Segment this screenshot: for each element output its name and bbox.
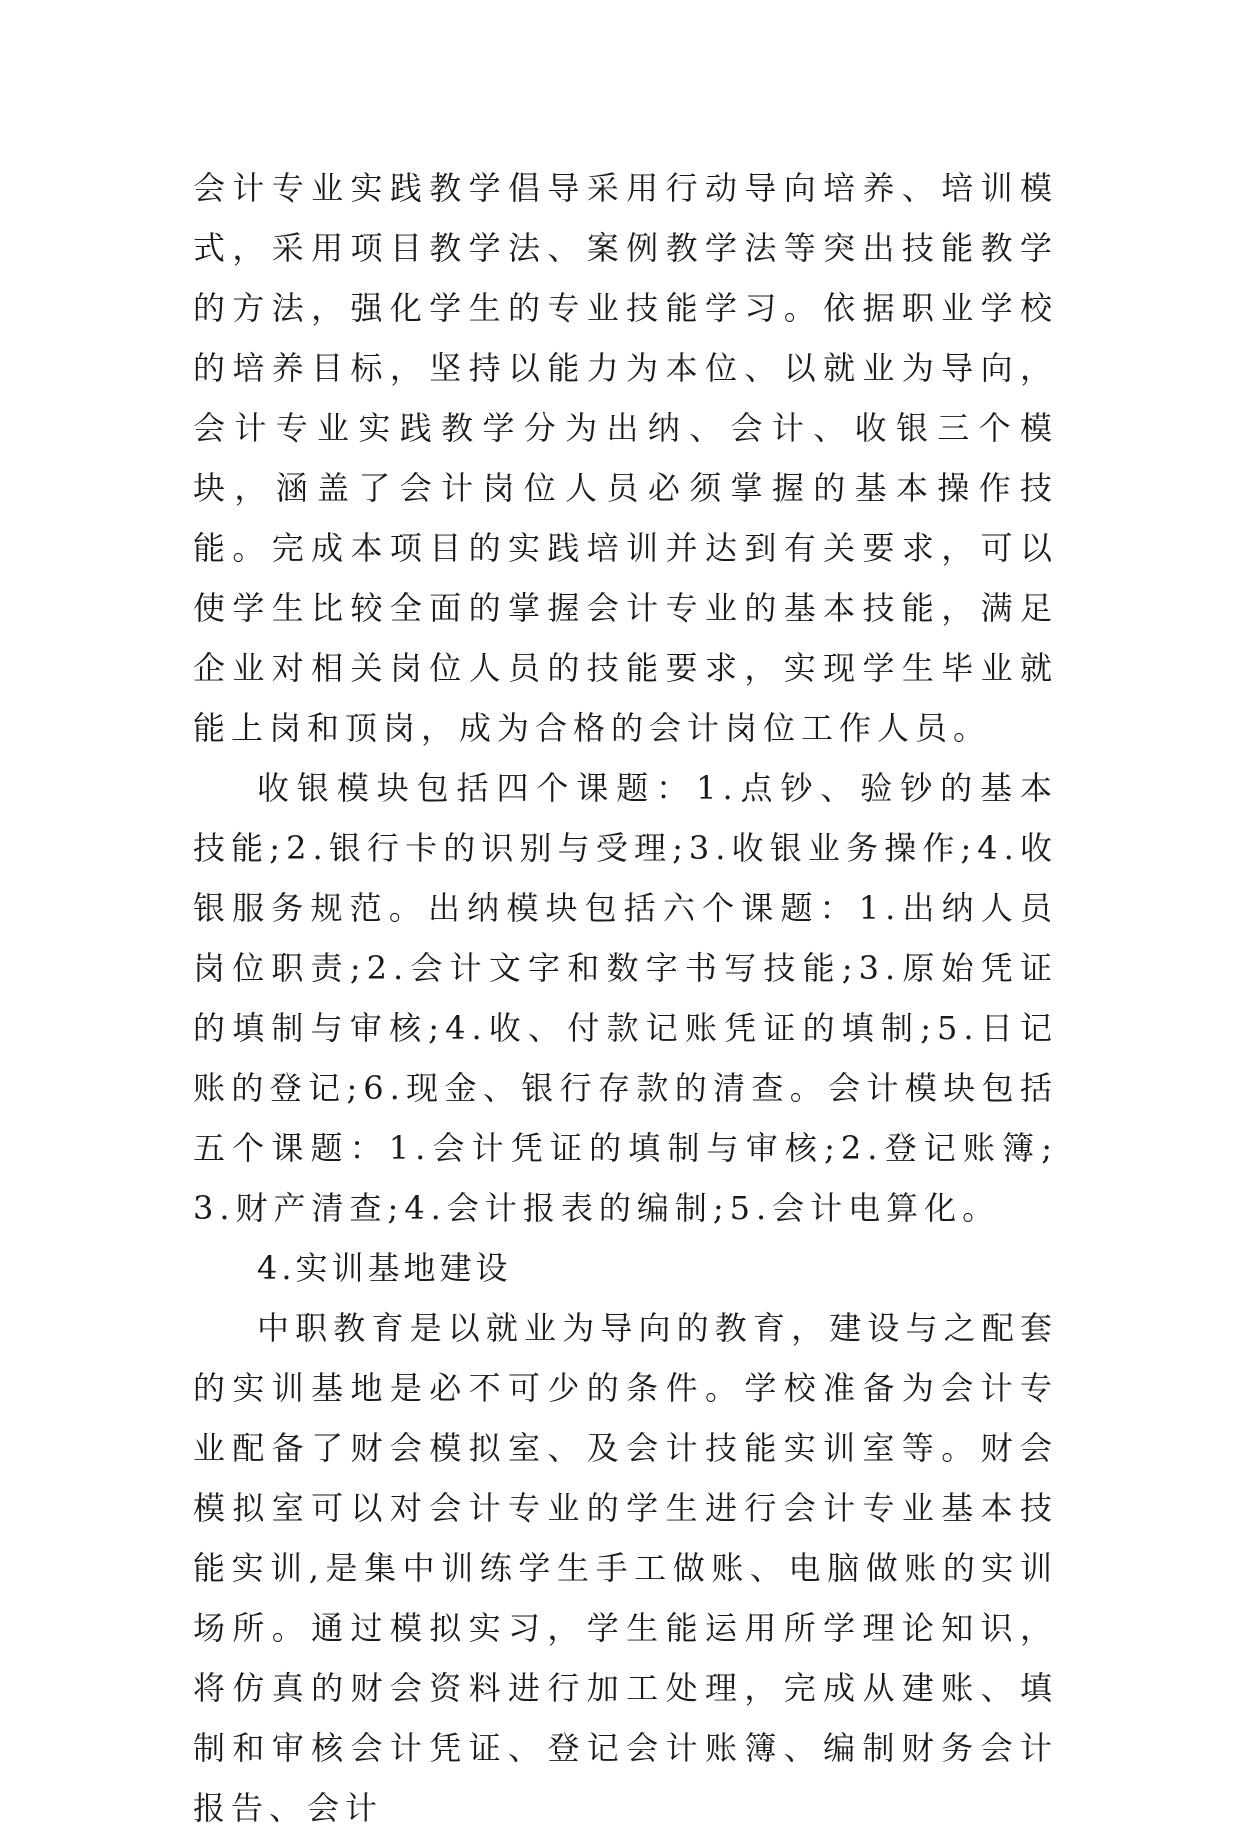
paragraph-modules: 收银模块包括四个课题：1.点钞、验钞的基本技能;2.银行卡的识别与受理;3.收银业务操作;4.收银服务规范。出纳模块包括六个课题：1.出纳人员岗位职责;2.会计文字和数字书写技能;3.原始凭证的填制与审核;4.收、付款记账凭证的填制;5.日记账的登记;6.现金、银行存款的清查。会计模块包括五个课题：1.会计凭证的填制与审核;2.登记账簿;3.财产清查;4.会计报表的编制;5.会计电算化。: [193, 769, 1058, 1227]
section-heading: 4.实训基地建设: [257, 1249, 512, 1287]
paragraph-training-base: 中职教育是以就业为导向的教育，建设与之配套的实训基地是必不可少的条件。学校准备为会计专业配备了财会模拟室、及会计技能实训室等。财会模拟室可以对会计专业的学生进行会计专业基本技能实训,是集中训练学生手工做账、电脑做账的实训场所。通过模拟实习，学生能运用所学理论知识，将仿真的财会资料进行加工处理，完成从建账、填制和审核会计凭证、登记会计账簿、编制财务会计报告、会计: [193, 1309, 1058, 1827]
paragraph-practice-teaching: 会计专业实践教学倡导采用行动导向培养、培训模式，采用项目教学法、案例教学法等突出技能教学的方法，强化学生的专业技能学习。依据职业学校的培养目标，坚持以能力为本位、以就业为导向，会计专业实践教学分为出纳、会计、收银三个模块，涵盖了会计岗位人员必须掌握的基本操作技能。完成本项目的实践培训并达到有关要求，可以使学生比较全面的掌握会计专业的基本技能，满足企业对相关岗位人员的技能要求，实现学生毕业就能上岗和顶岗，成为合格的会计岗位工作人员。: [193, 169, 1058, 747]
document-body: [193, 158, 1058, 1838]
